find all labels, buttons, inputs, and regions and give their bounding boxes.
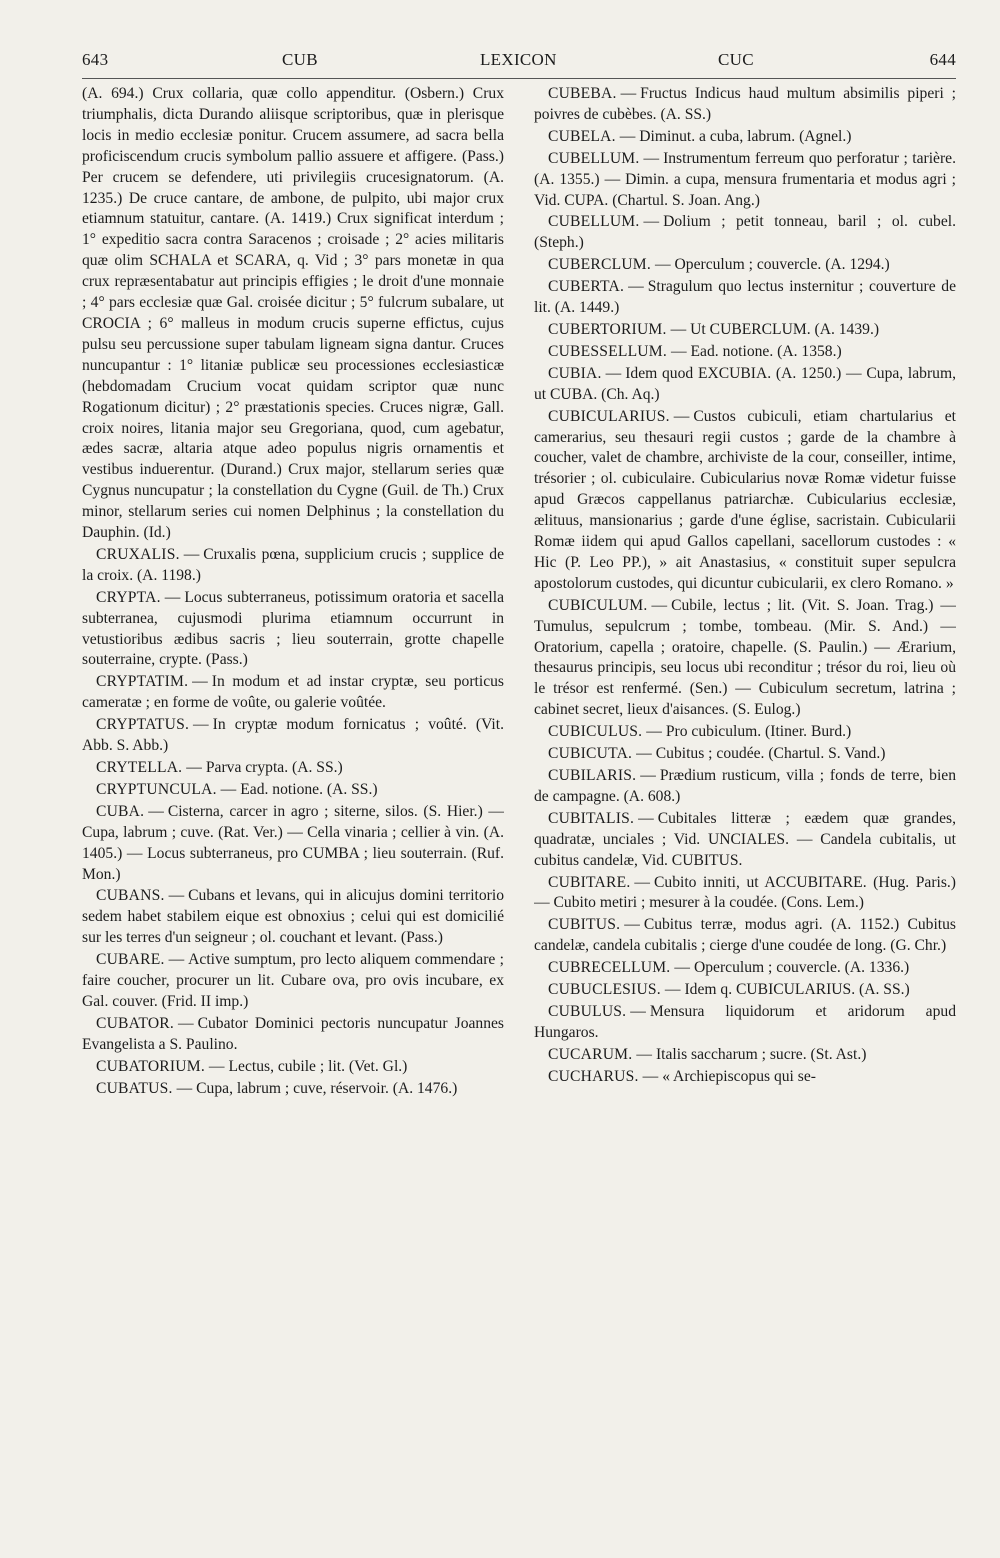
- entry-definition: Idem q. CUBICULARIUS. (A. SS.): [684, 981, 910, 999]
- entry-definition: Idem quod EXCUBIA. (A. 1250.) — Cupa, labrum, ut CUBA. (Ch. Aq.): [534, 364, 956, 403]
- entry-dash: —: [164, 588, 181, 606]
- entry-dash: —: [634, 873, 651, 891]
- dictionary-entry: [534, 255, 956, 276]
- entry-definition: Cubito inniti, ut ACCUBITARE. (Hug. Paris.) — Cubito metiri ; mesurer à la coudée. (Cons. Lem.): [534, 873, 956, 912]
- entry-dash: —: [646, 723, 662, 741]
- entry-headword: CUBIA.: [548, 364, 602, 382]
- dictionary-entry: [534, 766, 956, 808]
- dictionary-entry: [82, 886, 504, 949]
- dictionary-entry: [534, 127, 956, 148]
- dictionary-entry: [534, 744, 956, 765]
- entry-dash: —: [176, 1079, 193, 1097]
- dictionary-entry: [82, 715, 504, 757]
- entry-dash: —: [651, 596, 668, 614]
- entry-dash: —: [148, 802, 164, 820]
- entry-definition: Ead. notione. (A. 1358.): [690, 342, 842, 360]
- catchword-left: CUB: [282, 50, 318, 69]
- entry-dash: —: [193, 716, 209, 734]
- dictionary-entry: [534, 342, 956, 363]
- dictionary-entry: [534, 277, 956, 319]
- dictionary-entry: [534, 980, 956, 1001]
- entry-dash: —: [186, 759, 202, 776]
- entry-headword: CUBELLUM.: [548, 149, 640, 167]
- entry-headword: CUBANS.: [96, 887, 165, 905]
- entry-definition: Cupa, labrum ; cuve, réservoir. (A. 1476.): [196, 1079, 458, 1097]
- entry-dash: —: [670, 342, 687, 360]
- entry-dash: —: [620, 85, 637, 102]
- entry-dash: —: [624, 916, 640, 934]
- entry-headword: CUBILARIS.: [548, 767, 637, 784]
- entry-definition: In cryptæ modum fornicatus ; voûté. (Vit. Abb. S. Abb.): [82, 716, 504, 755]
- dictionary-entry: [82, 1057, 504, 1078]
- entry-definition: Instrumentum ferreum quo perforatur ; tarière. (A. 1355.) — Dimin. a cupa, mensura frumentaria et modus agri ; Vid. CUPA. (Chartul. S. Joan. Ang.): [534, 149, 956, 209]
- entry-definition: (A. 694.) Crux collaria, quæ collo appenditur. (Osbern.) Crux triumphalis, dicta Durando aliisque scriptoribus, quæ in plerisque locis in medio ecclesiæ ponitur. Crucem assumere, ad sacra bella proficiscendum crucis symbolum pallio assuere et affigere. (Pass.) Per crucem se defendere, uti privilegiis crucesignatorum. (A. 1235.) De cruce cantare, de ambone, de pulpito, ubi major crux etiamnum statuitur, cantare. (A. 1419.) Crux significat interdum ; 1° expeditio sacra contra Saracenos ; croisade ; 2° acies militaris quæ olim SCHALA et SCARA, q. Vid ; 3° pars monetæ in qua crux repræsentabatur aut principis effigies ; le droit d'une monnaie ; 4° pars ecclesiæ quæ Gal. croisée dicitur ; 5° fulcrum subalare, ut CROCIA ; 6° malleus in modum crucis superne effictus, cujus pulsu seu percussione super tabulam ligneam signa dantur. Cruces nuncupantur : 1° litaniæ publicæ seu processiones ecclesiasticæ (hebdomadam Crucium vocat quidam scriptor quæ nunc Rogationum dicitur) ; 2° præstationis species. Cruces nigræ, Gall. croix noires, litania major seu Gregoriana, quod, cum agebatur, ædes sacræ, altaria atque adeo populus nigris ornamentis et vestibus induerentur. (Durand.) Crux major, stellarum series quæ Cygnus nuncupatur ; la constellation du Cygne (Guil. de Th.) Crux minor, stellarum series cui nomen Delphinus ; la constellation du Dauphin. (Id.): [82, 85, 504, 542]
- entry-headword: CUBITARE.: [548, 873, 631, 891]
- entry-headword: CRYPTATIM.: [96, 673, 189, 691]
- entry-headword: CRYPTA.: [96, 588, 161, 606]
- entry-definition: Parva crypta. (A. SS.): [205, 759, 343, 776]
- running-header: [82, 50, 956, 74]
- entry-headword: CUBERCLUM.: [548, 256, 651, 274]
- entry-dash: —: [670, 320, 687, 338]
- entry-dash: —: [192, 673, 208, 691]
- entry-headword: CUBITUS.: [548, 916, 621, 934]
- entry-definition: Cubator Dominici pectoris nuncupatur Joannes Evangelista a S. Paulino.: [82, 1014, 504, 1053]
- entry-dash: —: [605, 364, 622, 382]
- entry-dash: —: [664, 981, 681, 999]
- entry-definition: Active sumptum, pro lecto aliquem commendare ; faire coucher, procurer un lit. Cubare ova, pro ovis incubare, ex Gal. couver. (Frid. II imp.): [82, 951, 504, 1010]
- entry-definition: Lectus, cubile ; lit. (Vet. Gl.): [228, 1057, 408, 1075]
- catchword-right: CUC: [718, 50, 754, 69]
- entry-definition: Custos cubiculi, etiam chartularius et camerarius, seu thesauri regii custos ; garde de la chambre à coucher, valet de chambre, archiviste de la cour, conseiller, intime, trésorier ; ol. cubiculaire. Cubicularius novæ Romæ videtur fuisse apud Græcos cappellanus patriarchæ. Cubicularius ecclesiæ, ælituus, mansionarius ; garde d'une église, sacristain. Cubicularii Romæ iidem qui apud Gallos capellani, sacellorum custodes : « Hic (P. Leo PP.), » ait Anastasius, « constituit super sepulcra apostolorum custodes, qui dicuntur cubicularii, ex clero Romano. »: [534, 407, 956, 592]
- dictionary-entry: [82, 802, 504, 886]
- dictionary-entry: [534, 212, 956, 254]
- left-column: [82, 84, 504, 1528]
- entry-headword: CUBARE.: [96, 951, 165, 969]
- entry-definition: Pro cubiculum. (Itiner. Burd.): [665, 723, 852, 741]
- entry-dash: —: [638, 809, 654, 827]
- dictionary-entry: [82, 1014, 504, 1056]
- right-column: [534, 84, 956, 1528]
- entry-definition: Cubitales litteræ ; eædem quæ grandes, quadratæ, unciales ; Vid. UNCIALES. — Candela cubitalis, ut cubitus candelæ, Vid. CUBITUS.: [534, 809, 956, 869]
- entry-headword: CUBICULARIUS.: [548, 407, 670, 425]
- entry-headword: CUBICUTA.: [548, 745, 633, 763]
- entry-headword: CRYPTATUS.: [96, 716, 190, 734]
- entry-dash: —: [674, 959, 690, 977]
- entry-definition: Ut CUBERCLUM. (A. 1439.): [690, 320, 880, 338]
- dictionary-entry: [82, 950, 504, 1013]
- entry-definition: Ead. notione. (A. SS.): [240, 780, 378, 798]
- entry-definition: Stragulum quo lectus insternitur ; couverture de lit. (A. 1449.): [534, 278, 956, 317]
- page-number-left: 643: [82, 50, 109, 69]
- entry-dash: —: [178, 1014, 194, 1032]
- entry-headword: CUBATUS.: [96, 1079, 173, 1097]
- entry-dash: —: [168, 951, 185, 969]
- entry-dash: —: [183, 545, 200, 563]
- dictionary-entry: [534, 1067, 956, 1088]
- entry-headword: CUBELLUM.: [548, 213, 640, 231]
- entry-headword: CUBITALIS.: [548, 809, 635, 827]
- dictionary-entry: [534, 873, 956, 915]
- dictionary-entry: [82, 758, 504, 779]
- dictionary-entry: [82, 780, 504, 801]
- entry-definition: Italis saccharum ; sucre. (St. Ast.): [655, 1045, 867, 1063]
- entry-definition: Fructus Indicus haud multum absimilis piperi ; poivres de cubèbes. (A. SS.): [534, 85, 956, 123]
- dictionary-entry: [534, 1002, 956, 1044]
- entry-headword: CUBICULUM.: [548, 596, 648, 614]
- dictionary-entry: [534, 596, 956, 721]
- entry-headword: CUBESSELLUM.: [548, 342, 667, 360]
- dictionary-entry: [82, 588, 504, 672]
- entry-headword: CUCHARUS.: [548, 1067, 639, 1085]
- entry-headword: CUBERTA.: [548, 278, 625, 296]
- entry-headword: CUBULUS.: [548, 1002, 627, 1020]
- entry-headword: CUBEBA.: [548, 85, 617, 102]
- text-columns: [82, 84, 956, 1528]
- entry-headword: CUBATOR.: [96, 1014, 174, 1032]
- entry-headword: CRYPTUNCULA.: [96, 780, 217, 798]
- dictionary-entry: [534, 1045, 956, 1066]
- entry-headword: CUBRECELLUM.: [548, 959, 671, 977]
- dictionary-entry: [534, 84, 956, 126]
- entry-dash: —: [630, 1002, 646, 1020]
- dictionary-entry: [82, 672, 504, 714]
- entry-definition: Cubitus ; coudée. (Chartul. S. Vand.): [655, 745, 886, 763]
- entry-dash: —: [636, 745, 652, 763]
- entry-definition: Cubans et levans, qui in alicujus domini territorio sedem habet stabilem eique est obnoxius ; celui qui est domicilié sur les terres d'un seigneur ; ol. couchant et levant. (Pass.): [82, 887, 504, 947]
- entry-headword: CUCARUM.: [548, 1045, 633, 1063]
- entry-headword: CRUXALIS.: [96, 545, 180, 563]
- dictionary-entry: [534, 364, 956, 406]
- dictionary-entry: [534, 149, 956, 212]
- entry-headword: CUBICULUS.: [548, 723, 643, 741]
- entry-definition: Operculum ; couvercle. (A. 1336.): [694, 959, 910, 977]
- dictionary-entry: [534, 722, 956, 743]
- dictionary-entry: [534, 407, 956, 595]
- entry-definition: In modum et ad instar cryptæ, seu porticus cameratæ ; en forme de voûte, ou galerie voûtée.: [82, 673, 504, 712]
- entry-definition: Cisterna, carcer in agro ; siterne, silos. (S. Hier.) — Cupa, labrum ; cuve. (Rat. Ver.) — Cella vinaria ; cellier à vin. (A. 1405.) — Locus subterraneus, pro CUMBA ; lieu souterrain. (Ruf. Mon.): [82, 802, 504, 883]
- entry-definition: Prædium rusticum, villa ; fonds de terre, bien de campagne. (A. 608.): [534, 767, 956, 805]
- dictionary-entry: [534, 958, 956, 979]
- dictionary-entry: [534, 915, 956, 957]
- entry-dash: —: [654, 256, 671, 274]
- entry-headword: CUBERTORIUM.: [548, 320, 667, 338]
- entry-dash: —: [673, 407, 690, 425]
- entry-dash: —: [168, 887, 185, 905]
- entry-definition: Mensura liquidorum et aridorum apud Hungaros.: [534, 1002, 956, 1041]
- running-title: LEXICON: [480, 50, 557, 69]
- entry-dash: —: [642, 1067, 659, 1085]
- entry-definition: Cubile, lectus ; lit. (Vit. S. Joan. Trag.) — Tumulus, sepulcrum ; tombe, tombeau. (Mir. S. And.) — Oratorium, capella ; oratoire, chapelle. (S. Paulin.) — Ærarium, thesaurus principis, seu locus ubi reconditur ; trésor du roi, lieu où le trésor est renfermé. (Sen.) — Cubiculum secretum, latrina ; cabinet secret, lieux d'aisances. (S. Eulog.): [534, 596, 956, 719]
- entry-definition: Operculum ; couvercle. (A. 1294.): [674, 256, 890, 274]
- entry-definition: Cruxalis pœna, supplicium crucis ; supplice de la croix. (A. 1198.): [82, 545, 504, 584]
- entry-headword: CUBATORIUM.: [96, 1057, 205, 1075]
- entry-definition: Cubitus terræ, modus agri. (A. 1152.) Cubitus candelæ, candela cubitalis ; cierge d'une coudée de long. (G. Chr.): [534, 916, 956, 955]
- entry-definition: « Archiepiscopus qui se-: [662, 1067, 816, 1085]
- entry-dash: —: [208, 1057, 225, 1075]
- entry-headword: CUBA.: [96, 802, 145, 820]
- entry-dash: —: [628, 278, 644, 296]
- dictionary-entry: [82, 84, 504, 544]
- entry-dash: —: [636, 1045, 652, 1063]
- page-number-right: 644: [929, 50, 956, 69]
- entry-definition: Locus subterraneus, potissimum oratoria et sacella subterranea, cujusmodi plurima etiamnum occurrunt in vetustioribus ædibus sacris ; lieu souterrain, grotte chapelle souterraine, crypte. (Pass.): [82, 588, 504, 669]
- dictionary-entry: [534, 320, 956, 341]
- dictionary-entry: [82, 1079, 504, 1100]
- entry-definition: Diminut. a cuba, labrum. (Agnel.): [639, 127, 852, 145]
- entry-dash: —: [643, 213, 660, 231]
- entry-headword: CUBUCLESIUS.: [548, 981, 661, 999]
- entry-dash: —: [643, 149, 660, 167]
- dictionary-entry: [534, 809, 956, 872]
- entry-definition: Dolium ; petit tonneau, baril ; ol. cubel. (Steph.): [534, 213, 956, 252]
- entry-dash: —: [220, 780, 237, 798]
- entry-dash: —: [619, 127, 636, 145]
- entry-headword: CRYTELLA.: [96, 759, 183, 776]
- entry-headword: CUBELA.: [548, 127, 616, 145]
- entry-dash: —: [640, 767, 656, 784]
- dictionary-entry: [82, 545, 504, 587]
- header-rule: [82, 78, 956, 79]
